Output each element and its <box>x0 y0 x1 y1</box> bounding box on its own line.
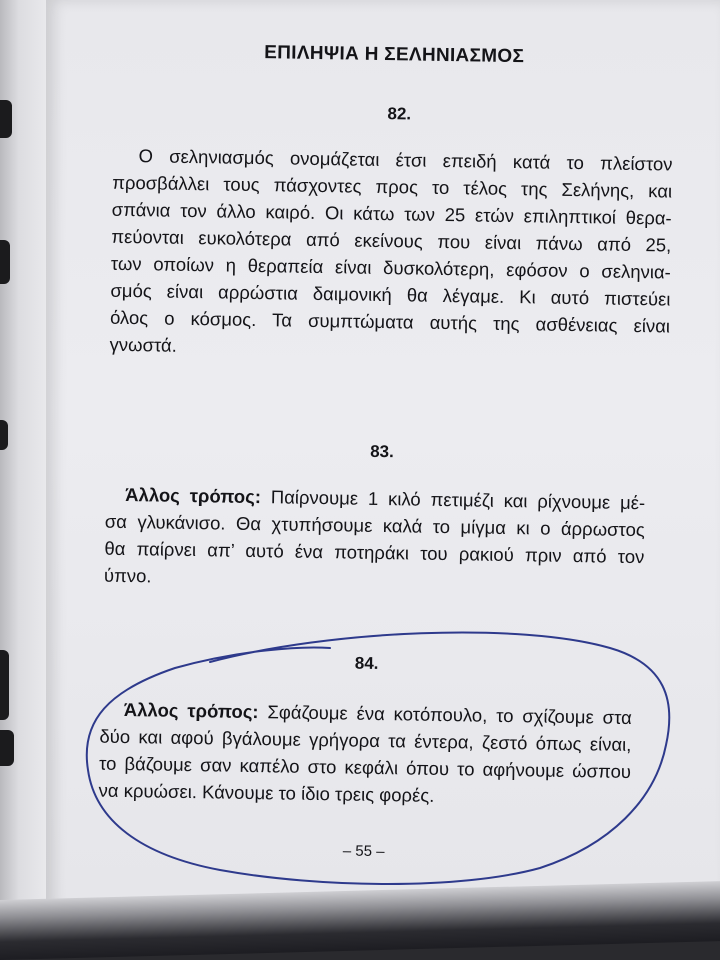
text-line: ύπνο. <box>103 564 152 587</box>
text-line-rest: Σφάζουμε ένα κοτόπουλο, το σχίζουμε στα <box>258 701 632 728</box>
section-number: 83. <box>370 441 394 462</box>
section-paragraph <box>104 481 646 597</box>
text-line: σα γλυκάνισο. Θα χτυπήσουμε καλά το μίγμα κι ο άρρωστος <box>104 510 645 541</box>
text-line: Ο σεληνιασμός ονομάζεται έτσι επειδή κατά το πλείστον <box>138 145 673 175</box>
text-line: δύο και αφού βγάλουμε γρήγορα τα έντερα, ζεστό όπως είναι, <box>99 725 632 755</box>
page-number: – 55 – <box>342 842 385 861</box>
alternative-method-lead: Άλλος τρόπος: <box>123 699 259 723</box>
section-number: 84. <box>354 653 379 674</box>
text-line: θα παίρνει απ’ αυτό ένα ποτηράκι του ρακιού πριν από τον <box>104 537 645 568</box>
text-line: να κρυώσει. Κάνουμε το ίδιο τρεις φορές. <box>98 779 435 806</box>
section-paragraph <box>109 142 672 367</box>
text-line: προσβάλλει τους πάσχοντες προς το τέλος της Σελήνης, και <box>112 171 673 202</box>
chapter-title: ΕΠΙΛΗΨΙΑ Η ΣΕΛΗΝΙΑΣΜΟΣ <box>264 42 525 68</box>
text-line: γνωστά. <box>109 333 178 356</box>
text-line: όλος ο κόσμος. Τα συμπτώματα αυτής της ασθένειας είναι <box>109 306 671 337</box>
section-paragraph <box>98 696 632 812</box>
text-line-rest: Παίρνουμε 1 κιλό πετιμέζι και ρίχνουμε μέ- <box>260 486 646 514</box>
text-line: σπάνια τον άλλο καιρό. Οι κάτω των 25 ετών επιληπτικοί θερα- <box>111 198 672 229</box>
text-line: των οποίων η θεραπεία είναι δυσκολότερη, εφόσον ο σεληνια- <box>110 252 671 283</box>
text-line: σμός είναι αρρώστια δαιμονική θα λέγαμε. Κι αυτό πιστεύει <box>110 279 671 310</box>
alternative-method-lead: Άλλος τρόπος: <box>125 484 262 508</box>
section-number: 82. <box>387 104 412 124</box>
text-line: το βάζουμε σαν καπέλο στο κεφάλι όπου το αφήνουμε ώσπου <box>98 752 632 782</box>
text-line: πεύονται ευκολότερα από εκείνους που είναι πάνω από 25, <box>111 225 672 256</box>
